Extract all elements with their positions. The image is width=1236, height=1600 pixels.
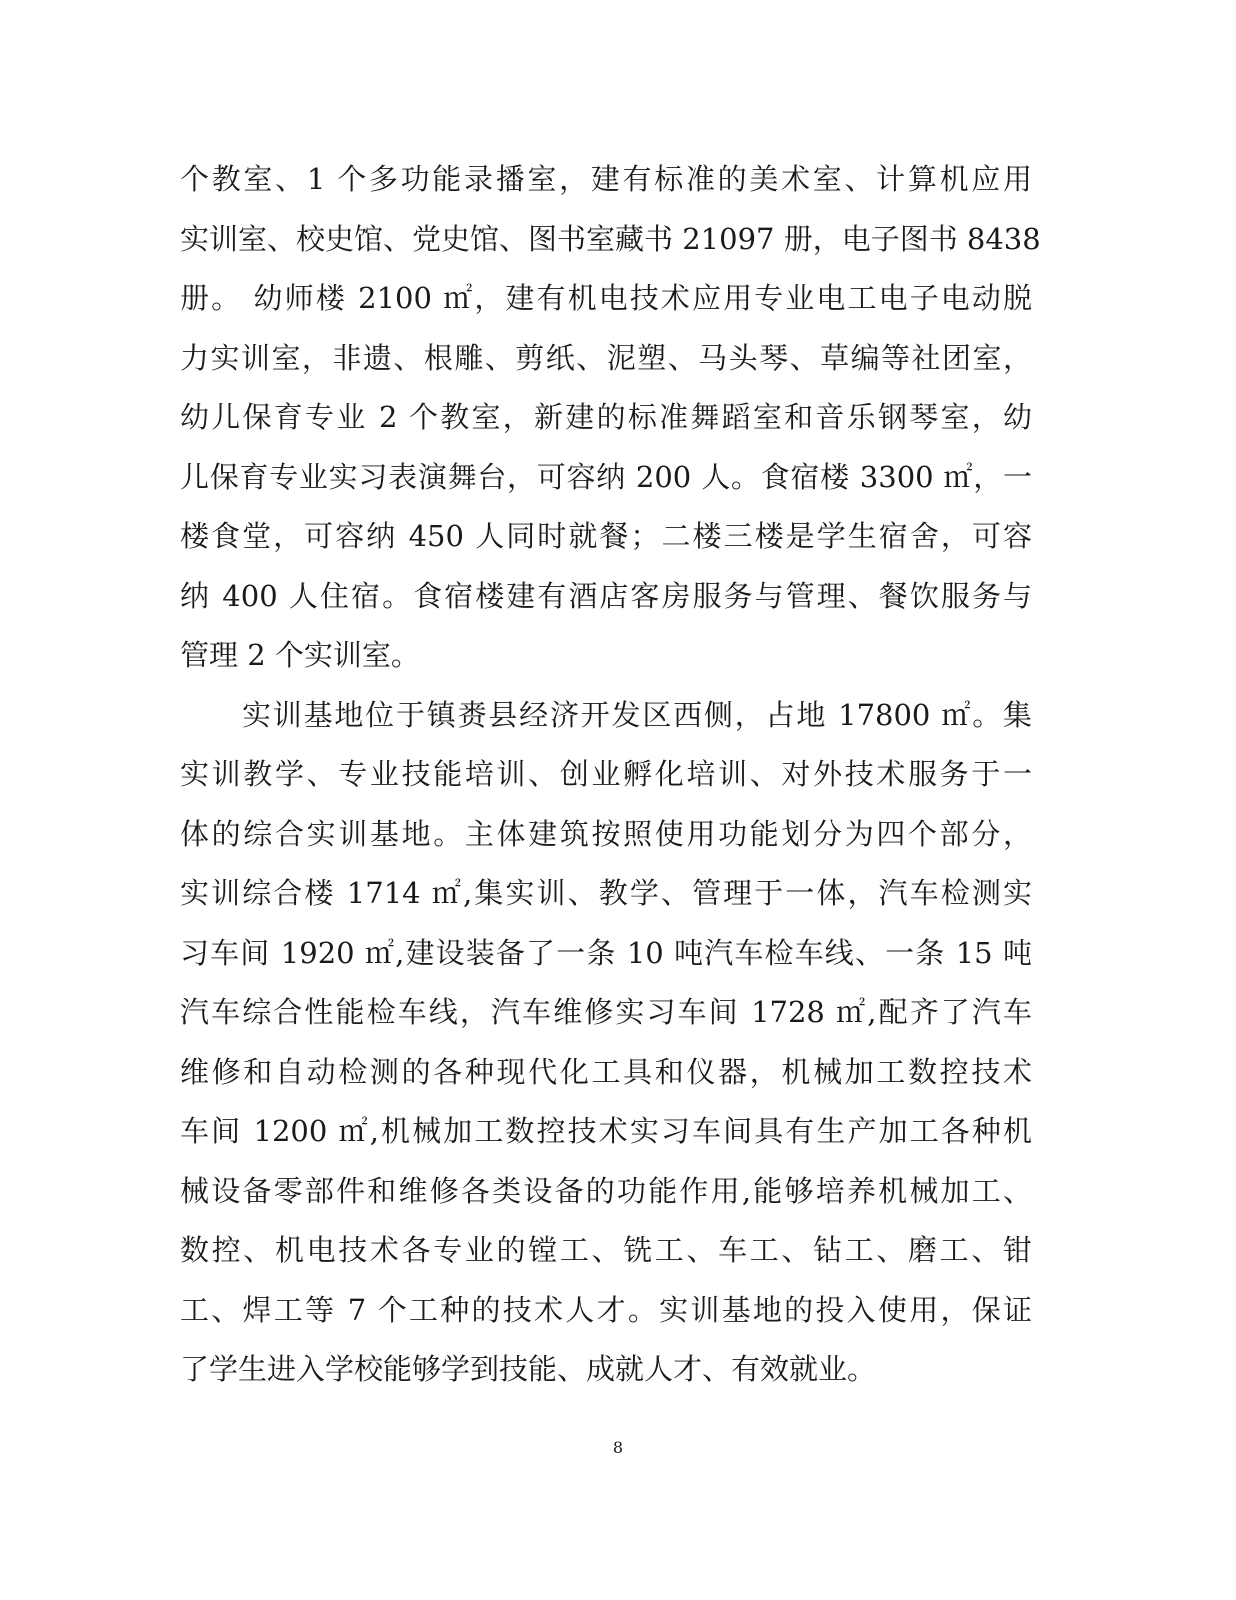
- document-body: [180, 150, 1041, 1400]
- text-line: 儿保育专业实习表演舞台，可容纳 200 人。食宿楼 3300 ㎡，一: [180, 459, 1032, 494]
- text-line: 力实训室，非遗、根雕、剪纸、泥塑、马头琴、草编等社团室，: [180, 340, 1032, 375]
- text-line: 汽车综合性能检车线，汽车维修实习车间 1728 ㎡,配齐了汽车: [180, 995, 1032, 1029]
- text-line: 了学生进入学校能够学到技能、成就人才、有效就业。: [180, 1352, 877, 1386]
- paragraph-facilities-continued: [180, 150, 1041, 686]
- text-line: 数控、机电技术各专业的镗工、铣工、车工、钻工、磨工、钳: [180, 1233, 1032, 1267]
- text-line: 实训室、校史馆、党史馆、图书室藏书 21097 册，电子图书 8438: [180, 221, 1041, 256]
- text-line: 实训综合楼 1714 ㎡,集实训、教学、管理于一体，汽车检测实: [180, 876, 1032, 910]
- text-line: 习车间 1920 ㎡,建设装备了一条 10 吨汽车检车线、一条 15 吨: [180, 935, 1032, 970]
- text-line: 车间 1200 ㎡,机械加工数控技术实习车间具有生产加工各种机: [180, 1114, 1032, 1148]
- text-line: 实训教学、专业技能培训、创业孵化培训、对外技术服务于一: [180, 757, 1032, 791]
- page-number: 8: [612, 1438, 624, 1457]
- text-line: 体的综合实训基地。主体建筑按照使用功能划分为四个部分，: [180, 816, 1032, 851]
- text-line: 幼儿保育专业 2 个教室，新建的标准舞蹈室和音乐钢琴室，幼: [180, 400, 1032, 434]
- text-line: 管理 2 个实训室。: [180, 638, 420, 672]
- text-line: 楼食堂，可容纳 450 人同时就餐；二楼三楼是学生宿舍，可容: [180, 519, 1032, 553]
- text-line: 册。 幼师楼 2100 ㎡，建有机电技术应用专业电工电子电动脱: [180, 281, 1032, 315]
- text-line: 实训基地位于镇赉县经济开发区西侧，占地 17800 ㎡。集: [242, 697, 1032, 732]
- paragraph-training-base: [180, 686, 1032, 1400]
- text-line: 维修和自动检测的各种现代化工具和仪器，机械加工数控技术: [180, 1054, 1032, 1089]
- text-line: 纳 400 人住宿。食宿楼建有酒店客房服务与管理、餐饮服务与: [180, 578, 1032, 613]
- text-line: 个教室、1 个多功能录播室，建有标准的美术室、计算机应用: [180, 162, 1032, 196]
- text-line: 工、焊工等 7 个工种的技术人才。实训基地的投入使用，保证: [180, 1292, 1032, 1327]
- text-line: 械设备零部件和维修各类设备的功能作用,能够培养机械加工、: [180, 1173, 1032, 1208]
